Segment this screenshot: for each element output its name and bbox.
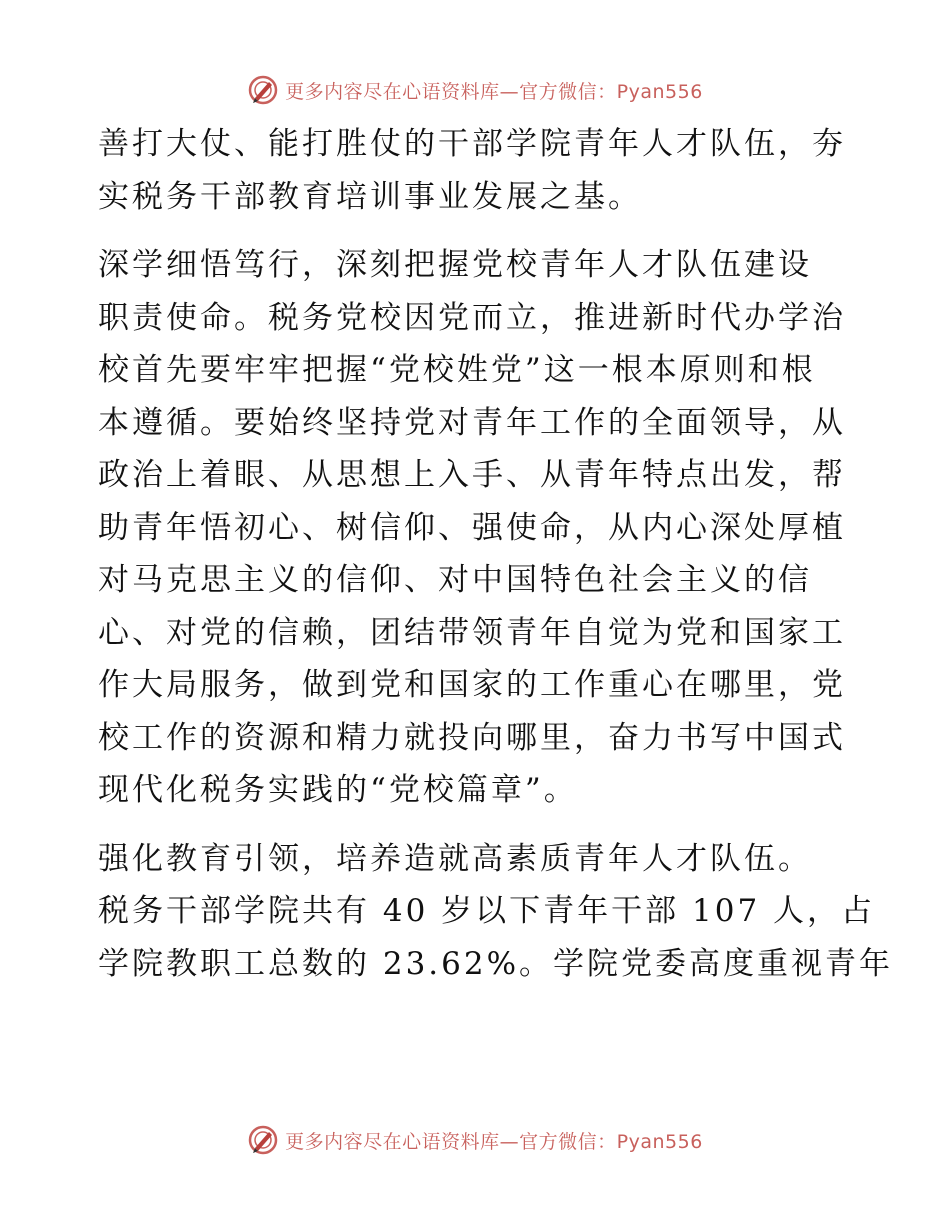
text-line: 深学细悟笃行，深刻把握党校青年人才队伍建设 xyxy=(98,247,812,283)
watermark-text: 更多内容尽在心语资料库—官方微信：Pyan556 xyxy=(285,1130,703,1153)
paragraph xyxy=(98,118,858,223)
text-line: 本遵循。要始终坚持党对青年工作的全面领导，从 xyxy=(98,404,846,441)
text-line: 助青年悟初心、树信仰、强使命，从内心深处厚植 xyxy=(98,509,846,546)
text-line: 税务干部学院共有 40 岁以下青年干部 107 人，占 xyxy=(98,893,876,929)
header-watermark-banner xyxy=(0,70,950,110)
pen-logo-icon xyxy=(247,1124,279,1156)
text-line: 学院教职工总数的 23.62%。学院党委高度重视青年 xyxy=(98,945,894,982)
text-line: 善打大仗、能打胜仗的干部学院青年人才队伍，夯 xyxy=(98,126,846,162)
paragraph xyxy=(98,239,858,817)
document-body xyxy=(98,118,894,990)
text-line: 职责使命。税务党校因党而立，推进新时代办学治 xyxy=(98,299,846,336)
text-line: 实税务干部教育培训事业发展之基。 xyxy=(98,178,642,215)
text-line: 对马克思主义的信仰、对中国特色社会主义的信 xyxy=(98,562,812,598)
text-line: 校首先要牢牢把握“党校姓党”这一根本原则和根 xyxy=(98,352,816,388)
text-line: 政治上着眼、从思想上入手、从青年特点出发，帮 xyxy=(98,457,846,493)
text-line: 现代化税务实践的“党校篇章”。 xyxy=(98,772,578,808)
text-line: 强化教育引领，培养造就高素质青年人才队伍。 xyxy=(98,840,812,877)
pen-logo-icon xyxy=(247,74,279,106)
footer-watermark-banner xyxy=(0,1120,950,1160)
watermark-text: 更多内容尽在心语资料库—官方微信：Pyan556 xyxy=(285,80,703,103)
text-line: 作大局服务，做到党和国家的工作重心在哪里，党 xyxy=(98,667,846,703)
text-line: 校工作的资源和精力就投向哪里，奋力书写中国式 xyxy=(98,719,846,756)
paragraph xyxy=(98,833,894,991)
text-line: 心、对党的信赖，团结带领青年自觉为党和国家工 xyxy=(98,614,846,651)
